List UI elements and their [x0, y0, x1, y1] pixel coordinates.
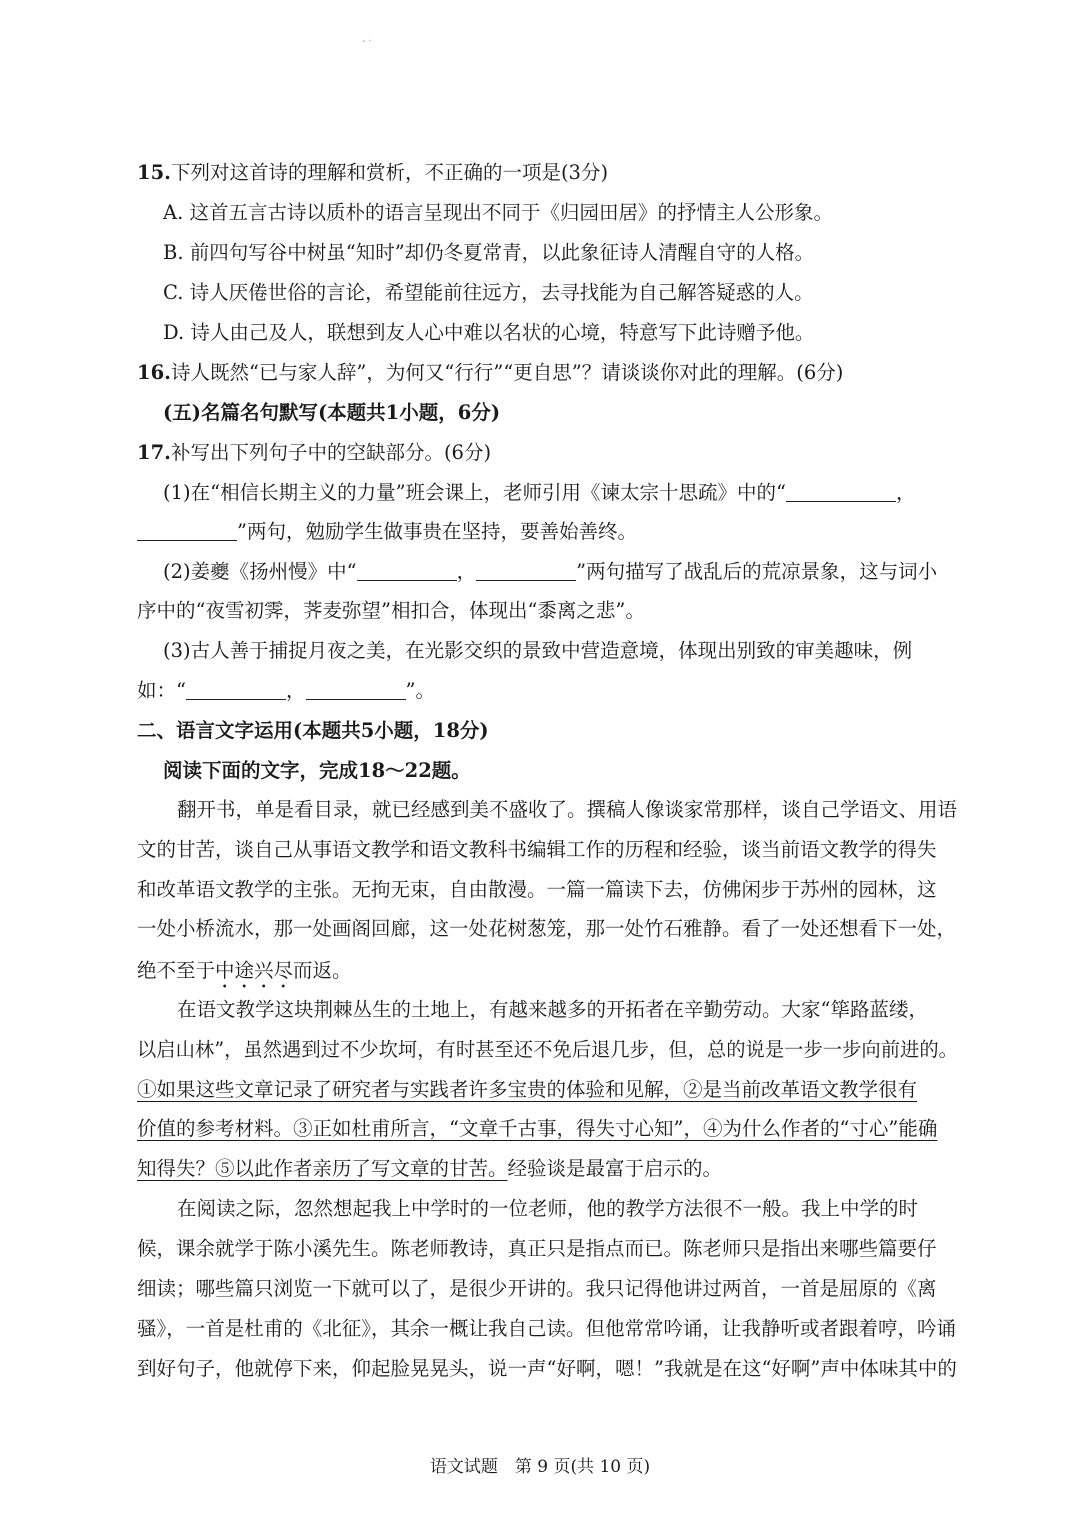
answer-blank-2[interactable] [137, 522, 237, 541]
question-16-number: 16. [137, 361, 171, 384]
q17-item-1-line-1 [163, 483, 916, 503]
underlined-sentence-line-1: ①如果这些文章记录了研究者与实践者许多宝贵的体验和见解，②是当前改革语文教学很有 [137, 1078, 918, 1101]
underlined-sentence-line-3: 知得失？⑤以此作者亲历了写文章的甘苦。 [137, 1157, 508, 1180]
page-footer: 语文试题 第 9 页(共 10 页) [429, 1457, 651, 1477]
q17-item-1-comma: ， [896, 481, 916, 504]
passage-p1-line-2: 文的甘苦，谈自己从事语文教学和语文教科书编辑工作的历程和经验，谈当前语文教学的得失 [137, 838, 937, 861]
passage-p3-line-2: 候，课余就学于陈小溪先生。陈老师教诗，真正只是指点而已。陈老师只是指出来哪些篇要仔 [137, 1237, 937, 1260]
passage-p3-line-1: 在阅读之际，忽然想起我上中学时的一位老师，他的教学方法很不一般。我上中学的时 [177, 1197, 919, 1220]
passage-p1-line-1: 翻开书，单是看目录，就已经感到美不盛收了。撰稿人像谈家常那样，谈自己学语文、用语 [177, 798, 958, 821]
option-a: A. 这首五言古诗以质朴的语言呈现出不同于《归园田居》的抒情主人公形象。 [163, 201, 833, 224]
passage-p3-line-3: 细读；哪些篇只浏览一下就可以了，是很少开讲的。我只记得他讲过两首，一首是屈原的《离 [137, 1277, 937, 1300]
question-17-number: 17. [137, 441, 171, 464]
answer-blank-3[interactable] [357, 562, 457, 581]
passage-p2-line-5-rest: 经验谈是最富于启示的。 [507, 1157, 723, 1180]
q17-item-2-text-a: (2)姜夔《扬州慢》中“ [163, 560, 357, 583]
question-16-stem: 诗人既然“已与家人辞”，为何又“行行”“更自思”？请谈谈你对此的理解。(6分) [170, 361, 844, 384]
answer-blank-4[interactable] [476, 562, 576, 581]
q17-item-3-line-1: (3)古人善于捕捉月夜之美，在光影交织的景致中营造意境，体现出别致的审美趣味，例 [163, 639, 913, 662]
question-17 [137, 443, 491, 463]
passage-p1-line-5 [137, 959, 352, 993]
answer-blank-5[interactable] [186, 681, 286, 700]
question-15-number: 15. [137, 161, 171, 184]
q17-item-3-line-2 [137, 681, 435, 701]
answer-blank-6[interactable] [306, 681, 406, 700]
q17-item-3-comma: ， [285, 679, 306, 702]
q17-item-1-text-a: (1)在“相信长期主义的力量”班会课上，老师引用《谏太宗十思疏》中的“ [163, 481, 787, 504]
q17-item-2-line-2: 序中的“夜雪初霁，荠麦弥望”相扣合，体现出“黍离之悲”。 [137, 599, 645, 622]
answer-blank-1[interactable] [786, 483, 896, 502]
question-15 [137, 163, 608, 183]
section-5-title: (五)名篇名句默写(本题共1小题，6分) [163, 401, 501, 424]
option-d: D. 诗人由己及人，联想到友人心中难以名状的心境，特意写下此诗赠予他。 [163, 321, 815, 344]
passage-p3-line-5: 到好句子，他就停下来，仰起脸晃晃头，说一声“好啊，嗯！”我就是在这“好啊”声中体味其中的 [137, 1357, 957, 1380]
question-16 [137, 363, 843, 383]
q17-item-3-text-d: ”。 [405, 679, 435, 702]
q17-item-1-text-c: ”两句，勉励学生做事贵在坚持，要善始善终。 [237, 520, 637, 543]
q17-item-2-line-1 [163, 562, 937, 582]
q17-item-1-line-2 [137, 522, 637, 542]
option-c: C. 诗人厌倦世俗的言论，希望能前往远方，去寻找能为自己解答疑惑的人。 [163, 281, 814, 304]
passage-p1-text-b: 而返。 [293, 959, 352, 982]
question-15-stem: 下列对这首诗的理解和赏析，不正确的一项是(3分) [170, 161, 609, 184]
scan-mark: - · [362, 36, 372, 47]
passage-p1-line-4: 一处小桥流水，那一处画阁回廊，这一处花树葱笼，那一处竹石雅静。看了一处还想看下一处， [137, 917, 957, 940]
passage-p2-line-5 [137, 1159, 722, 1179]
passage-p1-text-a: 绝不至于 [137, 959, 216, 982]
underlined-sentence-line-2: 价值的参考材料。③正如杜甫所言，“文章千古事，得失寸心知”，④为什么作者的“寸心”能确 [137, 1117, 938, 1140]
emphasized-phrase: 中途兴尽 [215, 959, 294, 982]
question-17-stem: 补写出下列句子中的空缺部分。(6分) [170, 441, 492, 464]
option-b: B. 前四句写谷中树虽“知时”却仍冬夏常青，以此象征诗人清醒自守的人格。 [163, 241, 815, 264]
passage-p2-line-1: 在语文教学这块荆棘丛生的土地上，有越来越多的开拓者在辛勤劳动。大家“筚路蓝缕， [177, 998, 928, 1021]
part-2-title: 二、语言文字运用(本题共5小题，18分) [137, 719, 489, 742]
reading-instruction: 阅读下面的文字，完成18～22题。 [163, 759, 471, 782]
q17-item-2-text-c: ”两句描写了战乱后的荒凉景象，这与词小 [576, 560, 938, 583]
passage-p1-line-3: 和改革语文教学的主张。无拘无束，自由散漫。一篇一篇读下去，仿佛闲步于苏州的园林，这 [137, 878, 937, 901]
passage-p2-line-2: 以启山林”，虽然遇到过不少坎坷，有时甚至还不免后退几步，但，总的说是一步一步向前进的。 [137, 1038, 958, 1061]
q17-item-2-comma: ， [456, 560, 477, 583]
q17-item-3-text-b: 如：“ [137, 679, 186, 702]
passage-p3-line-4: 骚》，一首是杜甫的《北征》，其余一概让我自己读。但他常常吟诵，让我静听或者跟着哼，吟诵 [137, 1317, 957, 1340]
